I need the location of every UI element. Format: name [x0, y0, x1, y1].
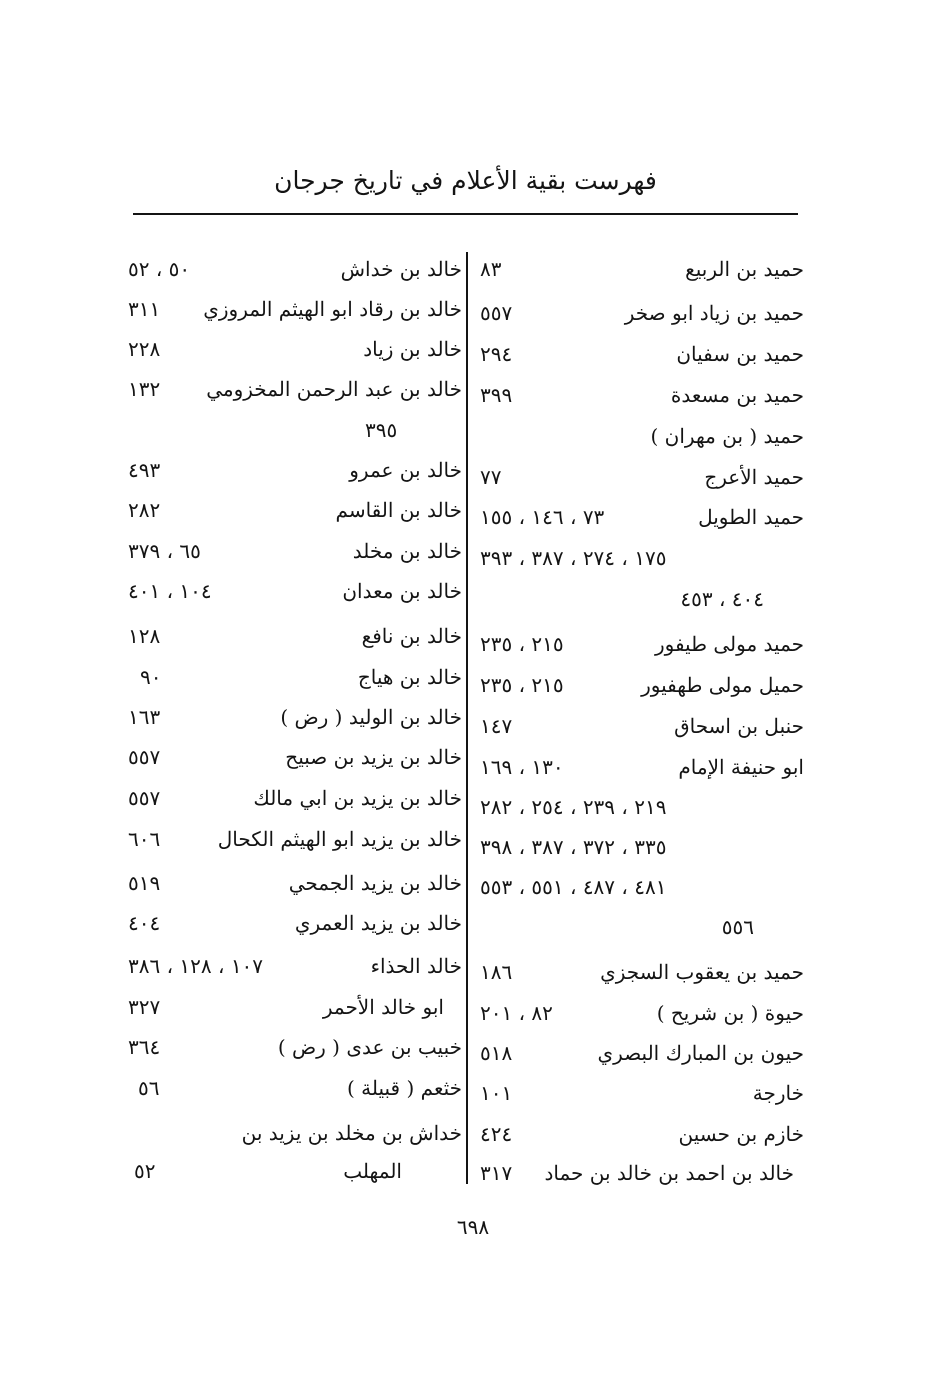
entry-name: خثعم ( قبيلة ) [346, 1076, 462, 1100]
entry-name: خالد بن يزيد العمري [294, 911, 462, 935]
index-entry [120, 619, 462, 653]
index-entry [120, 700, 462, 734]
column-divider [466, 252, 468, 1184]
index-entry [472, 1076, 804, 1110]
index-entry [120, 534, 462, 568]
running-title: فهرست بقية الأعلام في تاريخ جرجان [274, 166, 657, 195]
index-entry [120, 332, 462, 366]
index-entry [472, 500, 804, 534]
entry-name: خالد بن مخلد [352, 539, 462, 563]
entry-name: حميد بن مسعدة [670, 383, 804, 407]
index-entry [120, 660, 462, 694]
index-entry [472, 337, 804, 371]
entry-pages: ٢١٥ ، ٢٣٥ [480, 673, 564, 697]
index-entry-continuation [472, 870, 804, 904]
entry-pages: ٣٣٥ ، ٣٧٢ ، ٣٨٧ ، ٣٩٨ [480, 835, 667, 859]
entry-pages: ٣٩٩ [480, 383, 513, 407]
entry-pages: ٤٠٤ [128, 911, 161, 935]
index-entry-continuation [472, 582, 804, 616]
index-entry [120, 949, 462, 983]
entry-name: خالد بن يزيد بن صبيح [285, 745, 462, 769]
index-entry [120, 292, 462, 326]
entry-name: حميل مولى طهفيور [641, 673, 804, 697]
entry-pages: ٥٥٧ [480, 301, 513, 325]
entry-pages: ٣١٧ [480, 1161, 513, 1185]
entry-name: خالد بن رقاد ابو الهيثم المروزي [203, 297, 462, 321]
header-rule [133, 213, 798, 215]
index-entry-continuation [472, 790, 804, 824]
index-entry [472, 996, 804, 1030]
entry-name: خازم بن حسين [678, 1122, 804, 1146]
index-entry-continuation [120, 413, 462, 447]
entry-pages: ٣٦٤ [128, 1035, 161, 1059]
index-entry [120, 252, 462, 286]
index-entry [120, 781, 462, 815]
index-entry [120, 574, 462, 608]
entry-name: حميد مولى طيفور [654, 632, 804, 656]
entry-name: حيوة ( بن شريح ) [656, 1001, 804, 1025]
index-entry [120, 822, 462, 856]
index-entry [120, 1030, 462, 1064]
index-entry-continuation [472, 541, 804, 575]
index-entry [120, 990, 462, 1024]
index-entry [472, 627, 804, 661]
entry-name: حنبل بن اسحاق [674, 714, 804, 738]
entry-pages: ٢٨٢ [128, 498, 161, 522]
entry-pages: ٥٠ ، ٥٢ [128, 257, 191, 281]
page-number: ٦٩٨ [456, 1215, 490, 1239]
entry-pages: ٦٠٦ [128, 827, 161, 851]
entry-pages: ٧٣ ، ١٤٦ ، ١٥٥ [480, 505, 605, 529]
index-entry [472, 378, 804, 412]
entry-pages: ٢٢٨ [128, 337, 161, 361]
entry-pages: ٤٨١ ، ٤٨٧ ، ٥٥١ ، ٥٥٣ [480, 875, 667, 899]
entry-name: ابو حنيفة الإمام [678, 755, 804, 779]
entry-name: خالد بن القاسم [335, 498, 462, 522]
index-entry-continuation [472, 910, 804, 944]
index-entry [120, 866, 462, 900]
entry-name: خالد بن زياد [363, 337, 462, 361]
entry-name: خالد بن نافع [361, 624, 462, 648]
entry-pages: ١٠٧ ، ١٢٨ ، ٣٨٦ [128, 954, 264, 978]
entry-pages: ٣٩٥ [365, 418, 398, 442]
entry-pages: ٩٠ [140, 665, 162, 689]
index-entry-continuation [120, 1154, 462, 1188]
entry-name: خالد بن خداش [340, 257, 462, 281]
entry-pages: ٤٩٣ [128, 458, 161, 482]
entry-name: خارجة [752, 1081, 804, 1105]
entry-name: حميد بن الربيع [685, 257, 804, 281]
entry-pages: ٢٩٤ [480, 342, 513, 366]
entry-pages: ١٧٥ ، ٢٧٤ ، ٣٨٧ ، ٣٩٣ [480, 546, 667, 570]
entry-pages: ٧٧ [480, 465, 502, 489]
entry-pages: ٨٣ [480, 257, 502, 281]
entry-name: المهلب [343, 1159, 402, 1183]
entry-name: حميد الأعرج [704, 465, 804, 489]
entry-pages: ٥١٩ [128, 871, 161, 895]
index-entry [120, 372, 462, 406]
index-entry [472, 1117, 804, 1151]
entry-name: خالد بن معدان [342, 579, 462, 603]
entry-name: خبيب بن عدى ( رض ) [277, 1035, 462, 1059]
entry-name: حيون بن المبارك البصري [597, 1041, 804, 1065]
entry-pages: ١٠١ [480, 1081, 513, 1105]
entry-pages: ٨٢ ، ٢٠١ [480, 1001, 553, 1025]
entry-name: حميد بن زياد ابو صخر [624, 301, 804, 325]
index-entry [120, 453, 462, 487]
index-entry [472, 296, 804, 330]
entry-pages: ٥٥٦ [721, 915, 754, 939]
index-entry [472, 1156, 804, 1190]
entry-pages: ١٦٣ [128, 705, 161, 729]
index-entry [120, 493, 462, 527]
entry-pages: ١٠٤ ، ٤٠١ [128, 579, 212, 603]
index-entry [120, 906, 462, 940]
index-entry [472, 419, 804, 453]
entry-pages: ١٢٨ [128, 624, 161, 648]
index-entry [120, 1116, 462, 1150]
entry-name: خالد الحذاء [370, 954, 462, 978]
entry-pages: ٥١٨ [480, 1041, 513, 1065]
entry-pages: ٣١١ [128, 297, 161, 321]
entry-pages: ٤٠٤ ، ٤٥٣ [680, 587, 764, 611]
index-entry [472, 750, 804, 784]
entry-name: حميد الطويل [698, 505, 804, 529]
entry-pages: ٥٦ [138, 1076, 160, 1100]
index-entry-continuation [472, 830, 804, 864]
entry-name: خالد بن يزيد الجمحي [288, 871, 462, 895]
index-entry [472, 709, 804, 743]
entry-name: خالد بن يزيد بن ابي مالك [253, 786, 462, 810]
index-entry [472, 460, 804, 494]
entry-pages: ٢١٥ ، ٢٣٥ [480, 632, 564, 656]
entry-name: خالد بن يزيد ابو الهيثم الكحال [217, 827, 462, 851]
entry-name: حميد ( بن مهران ) [650, 424, 804, 448]
entry-name: ابو خالد الأحمر [322, 995, 444, 1019]
entry-pages: ٦٥ ، ٣٧٩ [128, 539, 201, 563]
entry-name: خالد بن هياج [357, 665, 462, 689]
index-entry [472, 252, 804, 286]
entry-name: حميد بن يعقوب السجزي [600, 960, 804, 984]
index-entry [120, 1071, 462, 1105]
entry-pages: ١٨٦ [480, 960, 513, 984]
entry-pages: ٢١٩ ، ٢٣٩ ، ٢٥٤ ، ٢٨٢ [480, 795, 667, 819]
entry-name: حميد بن سفيان [676, 342, 804, 366]
index-entry [472, 1036, 804, 1070]
entry-name: خالد بن عمرو [349, 458, 462, 482]
entry-pages: ١٣٢ [128, 377, 161, 401]
index-entry [120, 740, 462, 774]
entry-name: خالد بن عبد الرحمن المخزومي [206, 377, 462, 401]
entry-pages: ٣٢٧ [128, 995, 161, 1019]
index-entry [472, 668, 804, 702]
entry-pages: ٥٢ [134, 1159, 156, 1183]
entry-name: خداش بن مخلد بن يزيد بن [241, 1121, 462, 1145]
entry-name: خالد بن الوليد ( رض ) [280, 705, 462, 729]
entry-name: خالد بن احمد بن خالد بن حماد [544, 1161, 794, 1185]
entry-pages: ١٤٧ [480, 714, 513, 738]
entry-pages: ٤٢٤ [480, 1122, 513, 1146]
index-entry [472, 955, 804, 989]
entry-pages: ٥٥٧ [128, 745, 161, 769]
entry-pages: ١٣٠ ، ١٦٩ [480, 755, 564, 779]
entry-pages: ٥٥٧ [128, 786, 161, 810]
